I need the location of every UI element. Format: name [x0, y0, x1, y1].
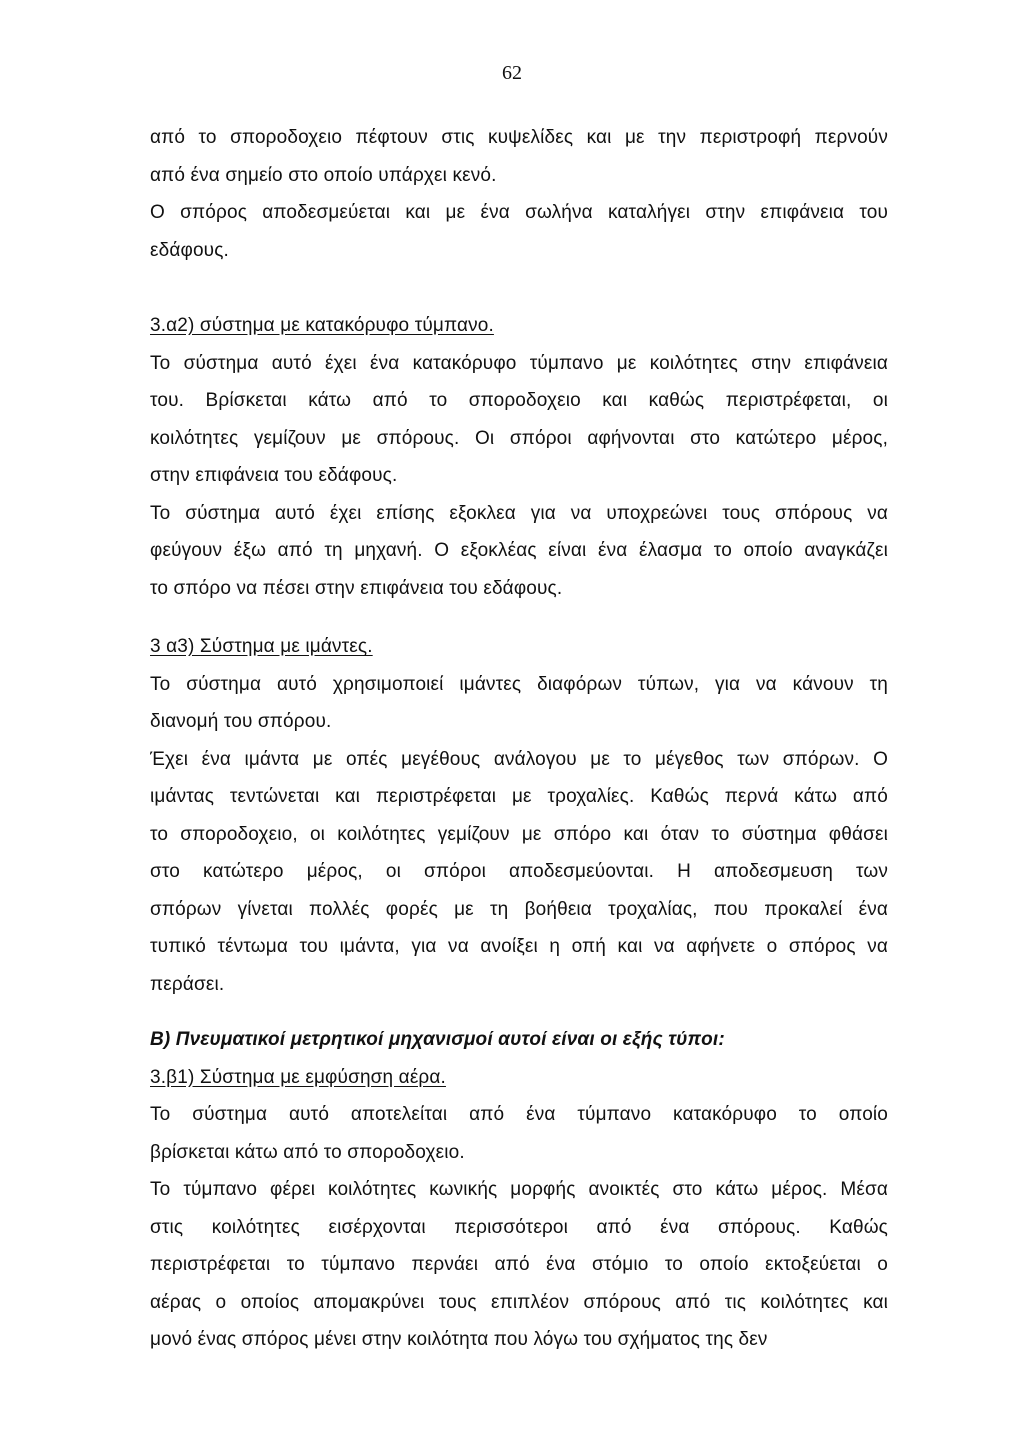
page-number: 62: [502, 62, 522, 84]
text-line: βρίσκεται κάτω από το σποροδοχειο.: [150, 1141, 465, 1163]
text-line: μονό ένας σπόρος μένει στην κοιλότητα που λόγω του σχήματος της δεν: [150, 1329, 768, 1350]
text-line: περάσει.: [150, 973, 225, 995]
text-line: κοιλότητες γεμίζουν με σπόρους. Οι σπόροι αφήνονται στο κατώτερο μέρος,: [150, 427, 888, 449]
text-line: διανομή του σπόρου.: [150, 711, 332, 732]
section-heading: 3.β1) Σύστημα με εμφύσηση αέρα.: [150, 1066, 446, 1088]
section-heading: 3.α2) σύστημα με κατακόρυφο τύμπανο.: [150, 315, 494, 336]
text-line: Το τύμπανο φέρει κοιλότητες κωνικής μορφής ανοικτές στο κάτω μέρος. Μέσα: [150, 1179, 888, 1200]
text-line: το σποροδοχειο, οι κοιλότητες γεμίζουν με σπόρο και όταν το σύστημα φθάσει: [150, 823, 888, 845]
text-line: Το σύστημα αυτό έχει επίσης εξοκλεα για να υποχρεώνει τους σπόρους να: [150, 502, 888, 524]
text-line: το σπόρο να πέσει στην επιφάνεια του εδάφους.: [150, 577, 563, 599]
text-line: τυπικό τέντωμα του ιμάντα, για να ανοίξει η οπή και να αφήνετε ο σπόρος να: [150, 936, 888, 957]
paragraph-gap: [150, 607, 888, 628]
document-body: [150, 119, 888, 1359]
text-line: ιμάντας τεντώνεται και περιστρέφεται με τροχαλίες. Καθώς περνά κάτω από: [150, 786, 888, 807]
paragraph-gap: [150, 1003, 888, 1021]
text-line: Το σύστημα αυτό χρησιμοποιεί ιμάντες διαφόρων τύπων, για να κάνουν τη: [150, 673, 888, 695]
text-line: Το σύστημα αυτό αποτελείται από ένα τύμπανο κατακόρυφο το οποίο: [150, 1104, 888, 1125]
section-heading: 3 α3) Σύστημα με ιμάντες.: [150, 636, 373, 657]
text-line: από ένα σημείο στο οποίο υπάρχει κενό.: [150, 164, 497, 186]
text-line: Το σύστημα αυτό έχει ένα κατακόρυφο τύμπανο με κοιλότητες στην επιφάνεια: [150, 352, 888, 374]
text-line: από το σποροδοχειο πέφτουν στις κυψελίδες και με την περιστροφή περνούν: [150, 127, 888, 148]
text-line: φεύγουν έξω από τη μηχανή. Ο εξοκλέας είναι ένα έλασμα το οποίο αναγκάζει: [150, 540, 888, 561]
text-line: Ο σπόρος αποδεσμεύεται και με ένα σωλήνα καταλήγει στην επιφάνεια του: [150, 202, 888, 223]
text-line: αέρας ο οποίος απομακρύνει τους επιπλέον σπόρους από τις κοιλότητες και: [150, 1291, 888, 1313]
text-line: στην επιφάνεια του εδάφους.: [150, 465, 398, 486]
text-line: στις κοιλότητες εισέρχονται περισσότεροι από ένα σπόρους. Καθώς: [150, 1216, 888, 1238]
subsection-title: Β) Πνευματικοί μετρητικοί μηχανισμοί αυτοί είναι οι εξής τύποι:: [150, 1029, 725, 1050]
text-line: περιστρέφεται το τύμπανο περνάει από ένα στόμιο το οποίο εκτοξεύεται ο: [150, 1254, 888, 1275]
text-line: εδάφους.: [150, 239, 229, 261]
paragraph-gap: [150, 269, 888, 307]
text-line: Έχει ένα ιμάντα με οπές μεγέθους ανάλογου με το μέγεθος των σπόρων. Ο: [150, 748, 888, 770]
text-line: του. Βρίσκεται κάτω από το σποροδοχειο και καθώς περιστρέφεται, οι: [150, 390, 888, 411]
text-line: σπόρων γίνεται πολλές φορές με τη βοήθεια τροχαλίας, που προκαλεί ένα: [150, 898, 888, 920]
text-line: στο κατώτερο μέρος, οι σπόροι αποδεσμεύονται. Η αποδεσμευση των: [150, 861, 888, 882]
